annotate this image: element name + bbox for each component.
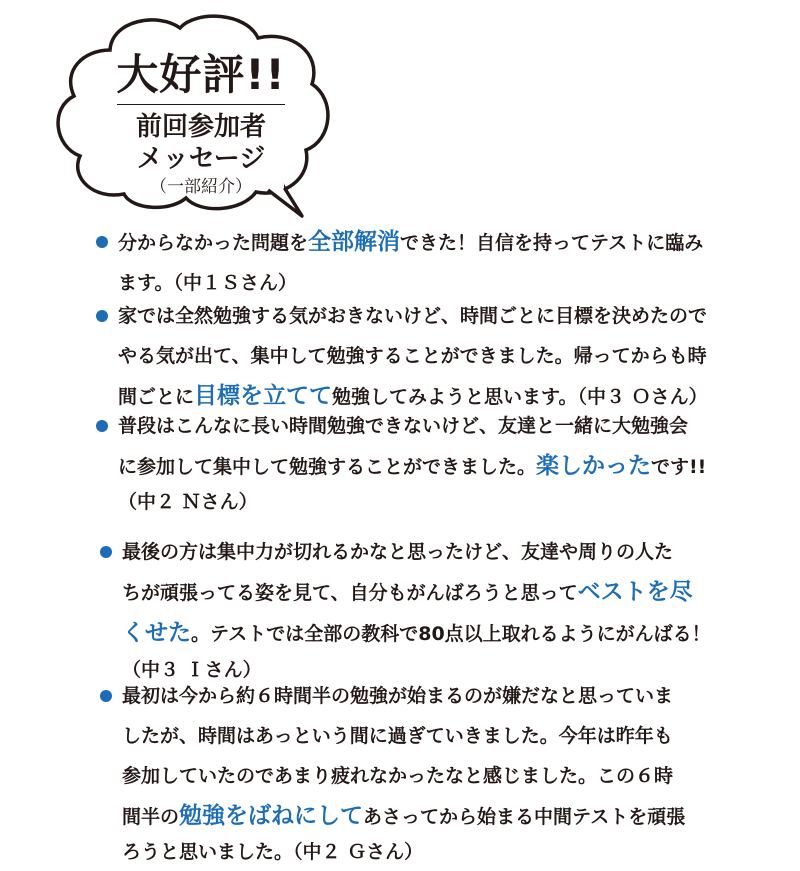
message-line (118, 296, 708, 336)
line-text: ます。（中１Ｓさん） (118, 272, 297, 294)
bullet-icon (100, 546, 112, 558)
title-divider (117, 104, 285, 105)
message-line (118, 446, 706, 487)
message-line (122, 572, 711, 613)
message-line (118, 487, 706, 517)
message-5 (122, 676, 685, 867)
line-text: 最初は今から約６時間半の勉強が始まるのが嫌だなと思っていま (122, 685, 674, 707)
bullet-icon (96, 236, 108, 248)
bullet-icon (96, 310, 108, 322)
highlight-text: 勉強をばねにして (179, 803, 364, 829)
line-text: あさってから始まる中間テストを頑張 (363, 806, 686, 828)
highlight-text: 目標を立てて (194, 383, 333, 409)
message-4 (122, 532, 711, 686)
line-text: 。テストでは全部の教科で80点以上取れるようにがんばる！ (191, 623, 711, 645)
line-text: できた！自信を持ってテストに臨み (400, 232, 704, 254)
line-text: 勉強してみようと思います。（中３ Ｏさん） (332, 386, 708, 408)
line-text: 普段はこんなに長い時間勉強できないけど、友達と一緒に大勉強会 (118, 415, 689, 437)
line-text: 間半の (122, 806, 180, 828)
speech-cloud (40, 8, 340, 220)
line-text: （中２ Ｎさん） (118, 491, 258, 513)
line-text: 分からなかった問題を (118, 232, 309, 254)
subtitle-note: （一部紹介） (150, 177, 252, 197)
message-line (122, 676, 685, 716)
line-text: に参加して集中して勉強することができました。 (118, 456, 537, 478)
line-text: です!! (651, 456, 707, 478)
highlight-text: 全部解消 (308, 229, 401, 255)
message-line (118, 336, 708, 376)
line-text: 最後の方は集中力が切れるかなと思ったけど、友達や周りの人た (122, 541, 674, 563)
message-line (122, 756, 685, 796)
message-line (122, 716, 685, 756)
line-text: 間ごとに (118, 386, 195, 408)
bullet-icon (96, 420, 108, 432)
cloud-text (88, 16, 314, 198)
highlight-text: くせた (122, 620, 191, 646)
message-line (122, 613, 711, 654)
message-line (118, 222, 703, 263)
subtitle-line2: メッセージ (136, 144, 266, 174)
line-text: やる気が出て、集中して勉強することができました。帰ってからも時 (118, 345, 707, 367)
message-line (122, 796, 685, 837)
message-line (122, 837, 685, 867)
message-1 (118, 222, 703, 303)
highlight-text: ベストを尽 (577, 579, 693, 605)
page-title: 大好評!! (116, 50, 286, 99)
line-text: ちが頑張ってる姿を見て、自分もがんばろうと思って (122, 582, 578, 604)
line-text: 家では全然勉強する気がおきないけど、時間ごとに目標を決めたので (118, 305, 708, 327)
line-text: ろうと思いました。（中２ Ｇさん） (122, 841, 424, 863)
subtitle-line1: 前回参加者 (135, 112, 266, 142)
line-text: 参加していたのであまり疲れなかったなと感じました。この６時 (122, 765, 674, 787)
message-3 (118, 406, 706, 517)
highlight-text: 楽しかった (536, 453, 652, 479)
bullet-icon (100, 690, 112, 702)
message-line (122, 532, 711, 572)
line-text: したが、時間はあっという間に過ぎていきました。今年は昨年も (122, 725, 673, 747)
message-2 (118, 296, 708, 417)
message-line (118, 406, 706, 446)
line-text: （中３ Ｉさん） (122, 659, 262, 681)
